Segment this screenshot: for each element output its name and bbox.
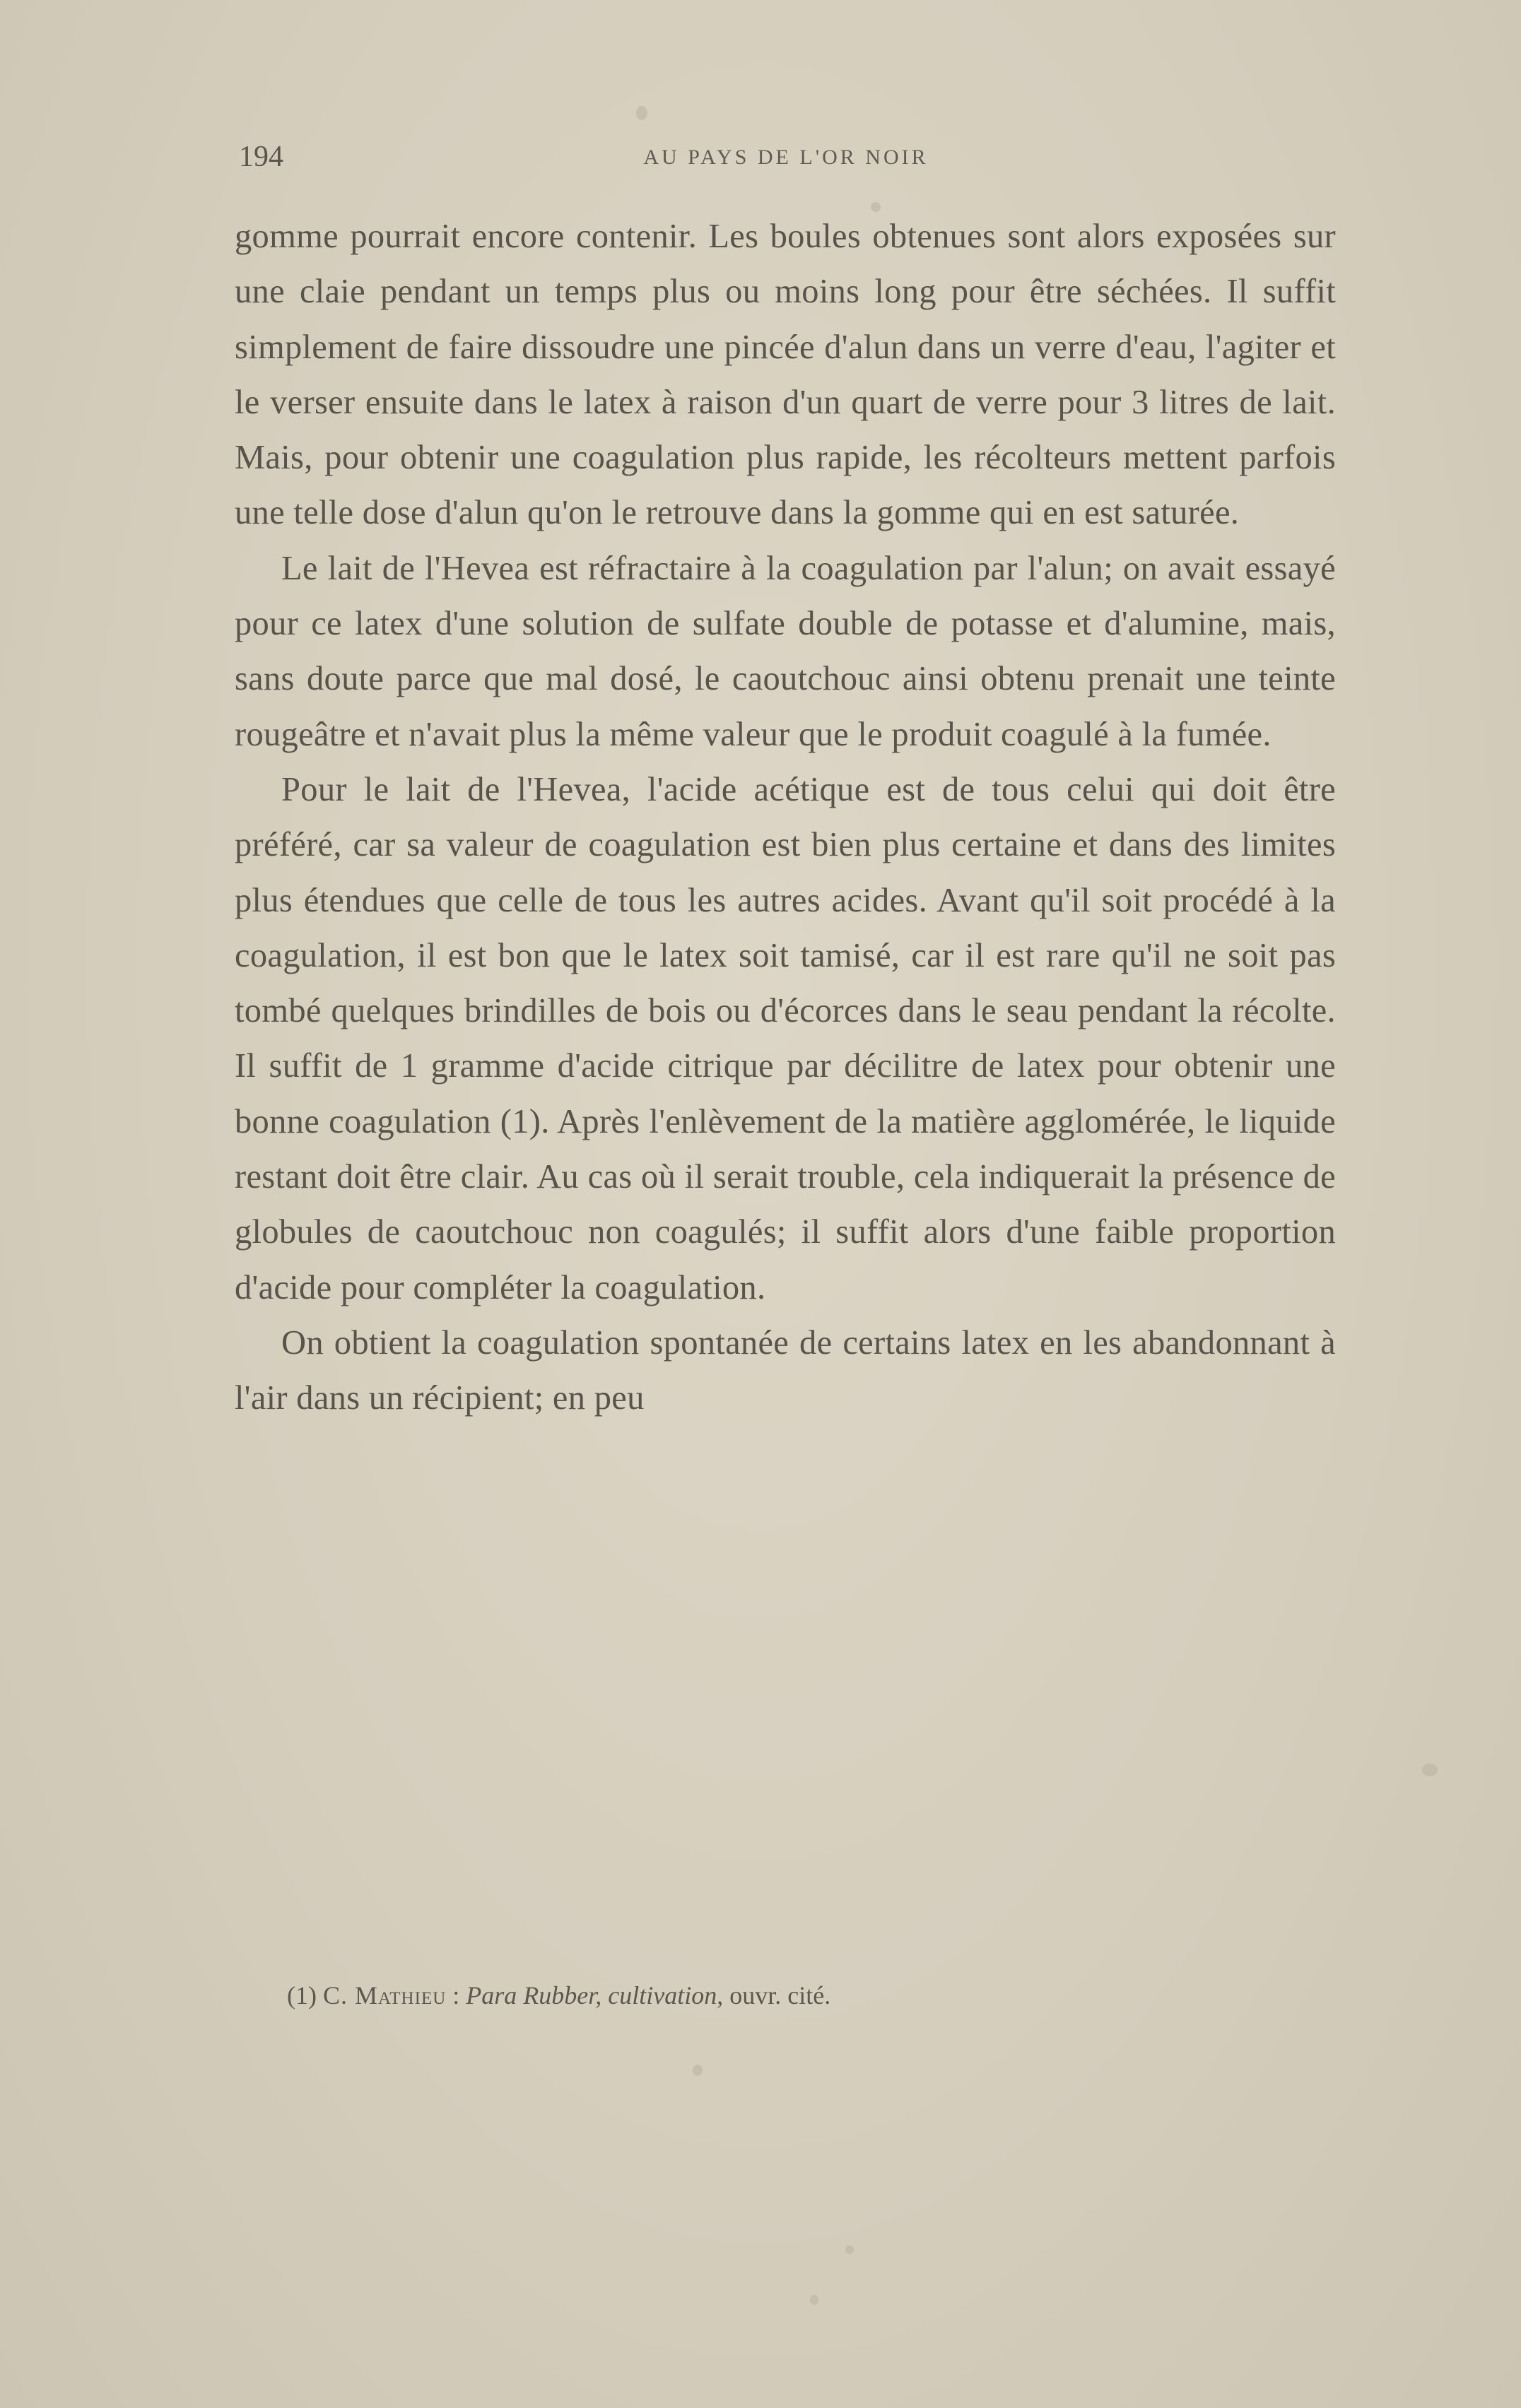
page-number: 194 [239,141,283,173]
paragraph: gomme pourrait encore contenir. Les boules obtenues sont alors exposées sur une claie pendant un temps plus ou moins long pour être séchées. Il suffit simplement de faire dissoudre une pincée d'alun dans un verre d'eau, l'agiter et le verser ensuite dans le latex à raison d'un quart de verre pour 3 litres de lait. Mais, pour obtenir une coagulation plus rapide, les récolteurs mettent parfois une telle dose d'alun qu'on le retrouve dans la gomme qui en est saturée. [235,218,1336,532]
footnote [287,1978,1333,2012]
footnote-marker: (1) [287,1981,317,2009]
paragraph: Le lait de l'Hevea est réfractaire à la coagulation par l'alun; on avait essayé pour ce latex d'une solution de sulfate double de potasse et d'alumine, mais, sans doute parce que mal dosé, le caoutchouc ainsi obtenu prenait une teinte rougeâtre et n'avait plus la même valeur que le produit coagulé à la fumée. [235,549,1336,753]
page-header [239,140,1333,182]
paper-stain [845,2245,854,2254]
footnote-title: Para Rubber, cultivation [466,1981,717,2009]
running-title: AU PAYS DE L'OR NOIR [643,146,929,169]
footnote-separator: : [446,1981,466,2009]
footnote-suffix: , ouvr. cité. [717,1981,831,2009]
paragraph: Pour le lait de l'Hevea, l'acide acétique est de tous celui qui doit être préféré, car sa valeur de coagulation est bien plus certaine et dans des limites plus étendues que celle de tous les autres acides. Avant qu'il soit procédé à la coagulation, il est bon que le latex soit tamisé, car il est rare qu'il ne soit pas tombé quelques brindilles de bois ou d'écorces dans le seau pendant la récolte. Il suffit de 1 gramme d'acide citrique par décilitre de latex pour obtenir une bonne coagulation (1). Après l'enlèvement de la matière agglomérée, le liquide restant doit être clair. Au cas où il serait trouble, cela indiquerait la présence de globules de caoutchouc non coagulés; il suffit alors d'une faible proportion d'acide pour compléter la coagulation. [235,770,1336,1306]
paper-stain [1422,1764,1438,1776]
paragraph: On obtient la coagulation spontanée de certains latex en les abandonnant à l'air dans un récipient; en peu [235,1323,1336,1417]
footnote-author: C. Mathieu [322,1981,447,2009]
paper-stain [810,2295,818,2305]
body-text [235,209,1336,1427]
paper-stain [693,2065,703,2076]
paper-stain [636,106,647,120]
